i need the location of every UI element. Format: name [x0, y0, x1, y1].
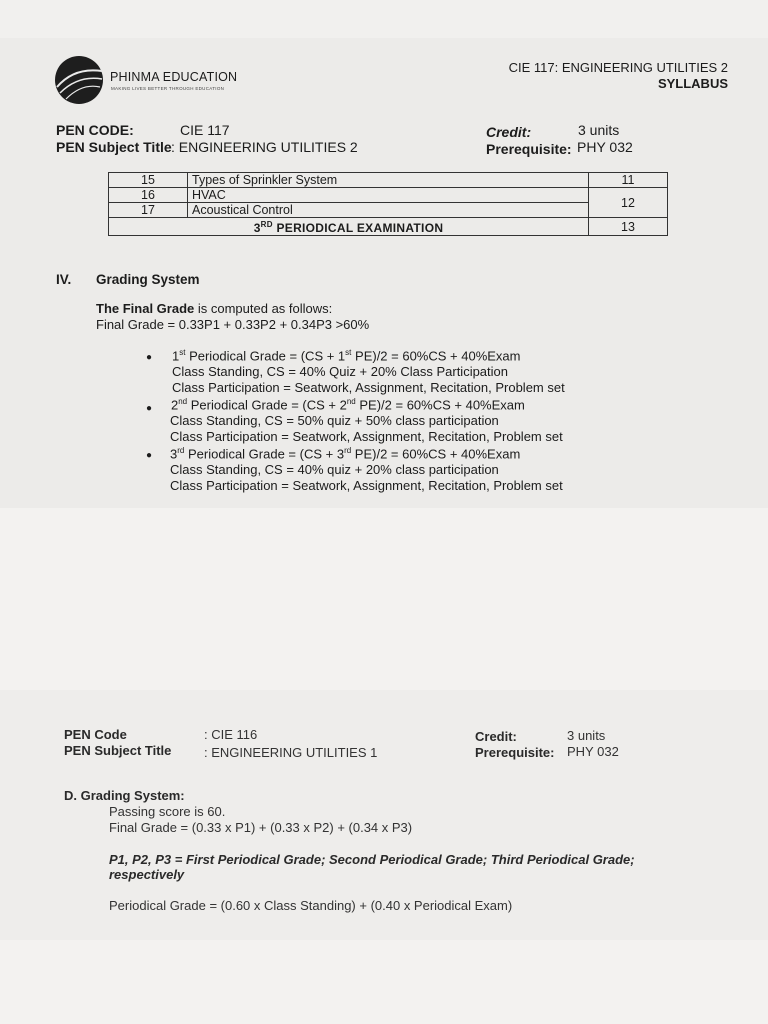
section-number: IV. [56, 272, 72, 287]
topics-table [108, 172, 668, 236]
prerequisite-value: PHY 032 [577, 139, 633, 155]
topic-number: 16 [109, 188, 188, 203]
top-band [0, 0, 768, 38]
p2-pen-code-value: : CIE 116 [204, 727, 258, 742]
class-standing-line: Class Standing, CS = 50% quiz + 50% class participation [170, 413, 499, 428]
topic-name: Types of Sprinkler System [188, 173, 589, 188]
bullet-icon: ● [146, 352, 153, 363]
p2-credit-value: 3 units [567, 728, 606, 743]
topic-name: HVAC [188, 188, 589, 203]
final-grade-bold: The Final Grade [96, 301, 195, 316]
p2-subject-label: PEN Subject Title [64, 743, 172, 758]
class-participation-line: Class Participation = Seatwork, Assignment, Recitation, Problem set [170, 478, 563, 493]
topic-week: 11 [589, 173, 668, 188]
table-row [109, 218, 668, 236]
period-suffix: st [179, 348, 186, 357]
section-title: Grading System [96, 272, 200, 287]
class-participation-line: Class Participation = Seatwork, Assignment, Recitation, Problem set [172, 380, 565, 395]
topic-name: Acoustical Control [188, 203, 589, 218]
table-row [109, 203, 668, 218]
exam-week: 13 [589, 218, 668, 236]
p2-credit-label: Credit: [475, 729, 517, 744]
period-pre: Periodical Grade = (CS + 2 [187, 397, 347, 413]
credit-label: Credit: [486, 124, 532, 140]
period-grade-line [170, 446, 520, 461]
bullet-icon: ● [146, 403, 153, 414]
period-suffix: nd [346, 397, 356, 406]
brand-tagline: MAKING LIVES BETTER THROUGH EDUCATION [111, 86, 225, 91]
phinma-logo-icon [52, 55, 106, 105]
period-post: PE)/2 = 60%CS + 40%Exam [351, 348, 521, 364]
table-row [109, 173, 668, 188]
brand-name: PHINMA EDUCATION [110, 70, 238, 84]
final-grade-formula: Final Grade = 0.33P1 + 0.33P2 + 0.34P3 >60% [96, 317, 370, 332]
bullet-icon: ● [146, 450, 153, 461]
periodical-grade-formula: Periodical Grade = (0.60 x Class Standing) + (0.40 x Periodical Exam) [109, 898, 513, 913]
period-num: 1 [172, 348, 180, 364]
period-post: PE)/2 = 60%CS + 40%Exam [355, 397, 525, 413]
final-grade-intro [96, 301, 332, 316]
prerequisite-label: Prerequisite: [486, 141, 572, 157]
exam-text: PERIODICAL EXAMINATION [272, 221, 444, 235]
period-pre: Periodical Grade = (CS + 1 [185, 348, 346, 364]
periods-note-cont: respectively [109, 867, 185, 882]
p2-prerequisite-value: PHY 032 [567, 744, 619, 759]
period-grade-line [172, 348, 521, 363]
credit-value: 3 units [578, 122, 620, 138]
period-suffix: rd [344, 446, 352, 455]
topic-number: 15 [109, 173, 188, 188]
final-grade-rest: is computed as follows: [194, 301, 333, 316]
period-suffix: nd [178, 397, 188, 406]
p2-final-grade: Final Grade = (0.33 x P1) + (0.33 x P2) + (0.34 x P3) [109, 820, 413, 835]
course-title: CIE 117: ENGINEERING UTILITIES 2 [508, 60, 728, 75]
p2-section-title: D. Grading System: [64, 788, 185, 803]
exam-ordinal: 3 [253, 221, 261, 235]
syllabus-label: SYLLABUS [657, 76, 728, 91]
passing-score: Passing score is 60. [109, 804, 226, 819]
pen-code-label: PEN CODE: [56, 122, 134, 138]
topic-week: 12 [589, 188, 668, 218]
subject-title-label: PEN Subject Title [56, 139, 172, 155]
p2-prerequisite-label: Prerequisite: [475, 745, 555, 760]
period-pre: Periodical Grade = (CS + 3 [184, 446, 345, 462]
table-row [109, 188, 668, 203]
p2-subject-value: : ENGINEERING UTILITIES 1 [204, 745, 378, 760]
period-suffix: st [345, 348, 352, 357]
class-standing-line: Class Standing, CS = 40% Quiz + 20% Class Participation [172, 364, 509, 379]
subject-title-value: : ENGINEERING UTILITIES 2 [171, 139, 358, 155]
topic-number: 17 [109, 203, 188, 218]
class-participation-line: Class Participation = Seatwork, Assignment, Recitation, Problem set [170, 429, 563, 444]
exam-ordinal-suffix: RD [260, 220, 273, 229]
period-num: 2 [171, 397, 179, 413]
p2-pen-code-label: PEN Code [64, 727, 127, 742]
class-standing-line: Class Standing, CS = 40% quiz + 20% class participation [170, 462, 499, 477]
period-post: PE)/2 = 60%CS + 40%Exam [351, 446, 521, 462]
periodical-exam-row [109, 218, 589, 236]
period-suffix: rd [177, 446, 185, 455]
periods-note: P1, P2, P3 = First Periodical Grade; Second Periodical Grade; Third Periodical Grade; [109, 852, 635, 867]
period-grade-line [171, 397, 525, 412]
period-num: 3 [170, 446, 178, 462]
pen-code-value: CIE 117 [180, 122, 230, 138]
